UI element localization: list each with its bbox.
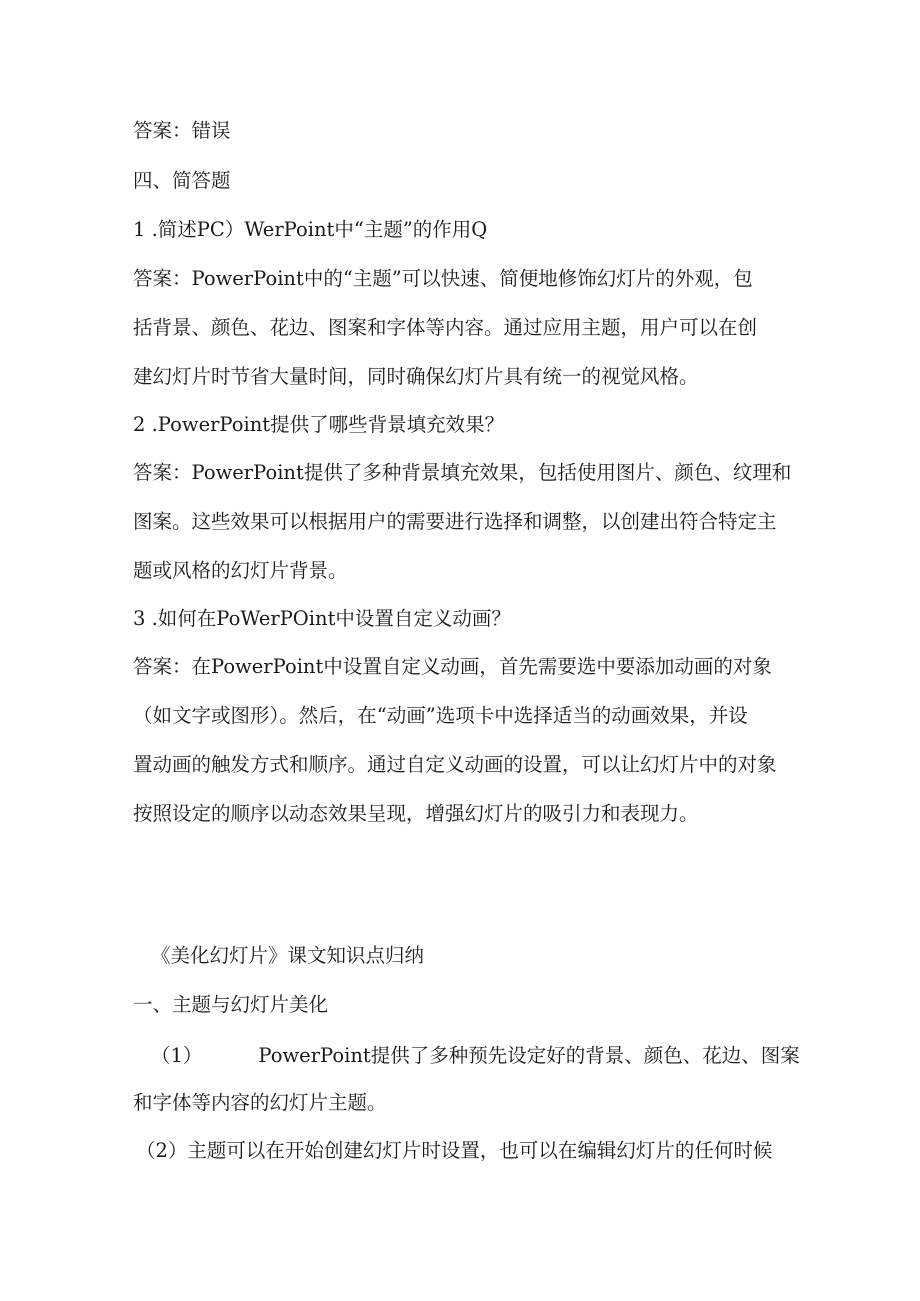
section-heading-themes: 一、主题与幻灯片美化 [133, 993, 329, 1016]
question-2: 2 .PowerPoint提供了哪些背景填充效果？ [133, 413, 505, 436]
answer-1-line-3: 建幻灯片时节省大量时间，同时确保幻灯片具有统一的视觉风格。 [133, 365, 699, 388]
item-1-line-1 [151, 1043, 800, 1069]
answer-3-line-2: （如文字或图形）。然后，在“动画”选项卡中选择适当的动画效果，并设 [133, 704, 748, 727]
answer-2-line-2: 图案。这些效果可以根据用户的需要进行选择和调整，以创建出符合特定主 [133, 510, 777, 533]
answer-1-line-1: 答案：PowerPoint中的“主题”可以快速、简便地修饰幻灯片的外观，包 [133, 267, 753, 290]
section-heading-short-answer: 四、简答题 [133, 169, 231, 192]
answer-2-line-3: 题或风格的幻灯片背景。 [133, 559, 348, 582]
answer-3-line-4: 按照设定的顺序以动态效果呈现，增强幻灯片的吸引力和表现力。 [133, 802, 699, 825]
question-1: 1 .简述PC）WerPoint中“主题”的作用Q [133, 218, 488, 241]
item-1-text: PowerPoint提供了多种预先设定好的背景、颜色、花边、图案 [258, 1044, 800, 1067]
item-1-line-2: 和字体等内容的幻灯片主题。 [133, 1091, 387, 1114]
item-1-number: （1） [151, 1044, 203, 1067]
summary-title: 《美化幻灯片》课文知识点归纳 [151, 944, 425, 967]
answer-3-line-1: 答案：在PowerPoint中设置自定义动画，首先需要选中要添加动画的对象 [133, 655, 772, 678]
item-2-line-1: （2）主题可以在开始创建幻灯片时设置，也可以在编辑幻灯片的任何时候 [136, 1139, 773, 1162]
question-3: 3 .如何在PoWerPOint中设置自定义动画？ [133, 607, 511, 630]
answer-text: 答案：错误 [133, 119, 231, 142]
answer-1-line-2: 括背景、颜色、花边、图案和字体等内容。通过应用主题，用户可以在创 [133, 316, 758, 339]
answer-3-line-3: 置动画的触发方式和顺序。通过自定义动画的设置，可以让幻灯片中的对象 [133, 753, 777, 776]
answer-2-line-1: 答案：PowerPoint提供了多种背景填充效果，包括使用图片、颜色、纹理和 [133, 461, 792, 484]
